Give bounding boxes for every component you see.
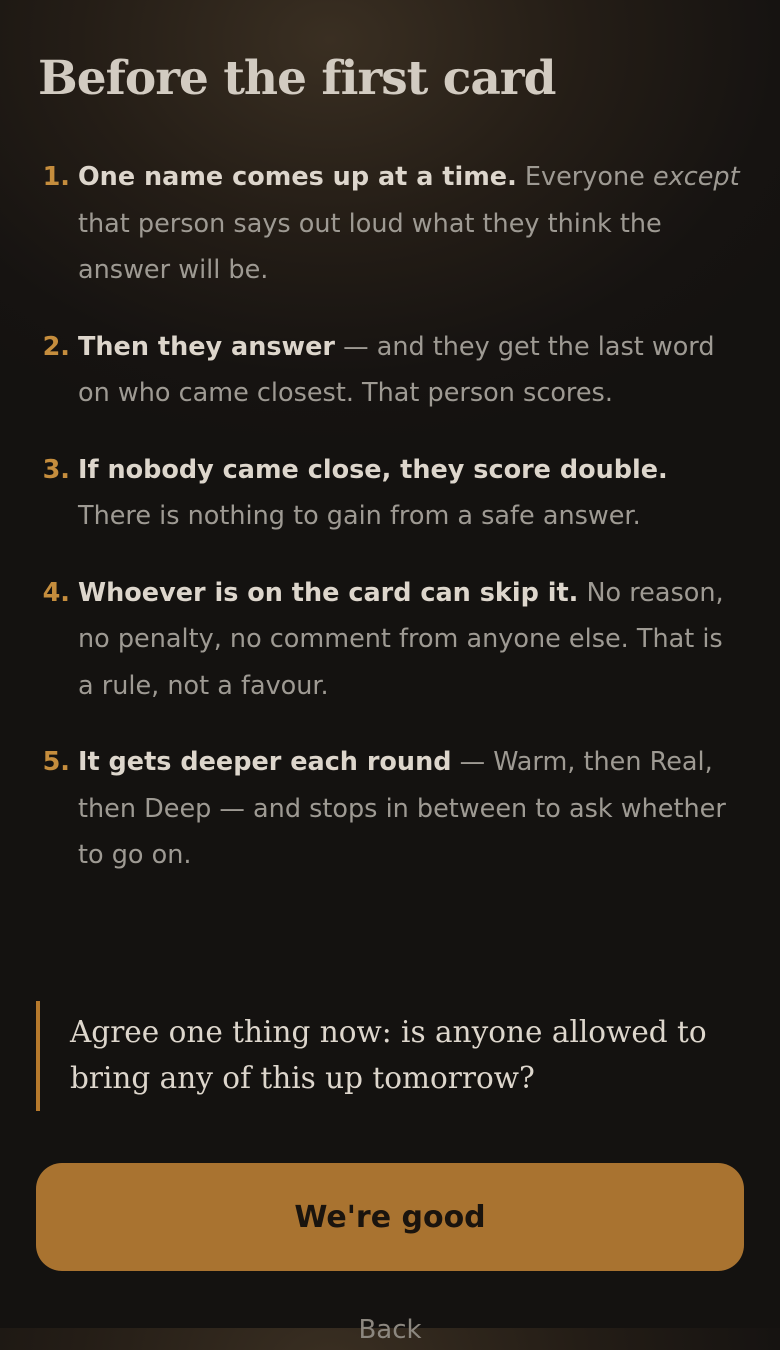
rule-number: 2.: [42, 331, 70, 362]
were-good-button[interactable]: We're good: [36, 1163, 744, 1271]
rule-body: that person says out loud what they think the answer will be.: [78, 208, 662, 285]
rules-list: [0, 154, 780, 909]
rule-number: 1.: [42, 162, 70, 192]
rule-number: 3.: [42, 454, 70, 485]
rule-lead: Whoever is on the card can skip it.: [78, 577, 579, 608]
page-title: Before the first card: [38, 51, 556, 106]
rule-body: There is nothing to gain from a safe answer.: [78, 501, 641, 531]
agreement-callout: [36, 1001, 736, 1111]
rule-body: — and they get the last word on who came closest. That person scores.: [78, 331, 715, 408]
callout-text: Agree one thing now: is anyone allowed to bring any of this up tomorrow?: [70, 1015, 707, 1095]
rule-number: 5.: [42, 747, 70, 777]
rule-lead: If nobody came close, they score double.: [78, 454, 668, 485]
rule-lead: Then they answer: [78, 331, 335, 362]
rule-number: 4.: [42, 577, 70, 608]
rule-item-2: [0, 324, 780, 417]
rule-body: Everyone: [516, 162, 653, 192]
rule-lead: It gets deeper each round: [78, 747, 452, 777]
rule-item-3: [0, 447, 780, 540]
rule-body: No reason, no penalty, no comment from anyone else. That is a rule, not a favour.: [78, 577, 724, 701]
rule-item-5: [0, 739, 780, 879]
rule-lead: One name comes up at a time.: [78, 162, 517, 192]
rule-item-4: [0, 570, 780, 710]
back-link[interactable]: Back: [358, 1315, 422, 1345]
rule-item-1: [0, 154, 780, 294]
rule-emphasis: except: [652, 162, 740, 192]
rule-body: — Warm, then Real, then Deep — and stops in between to ask whether to go on.: [78, 747, 726, 870]
